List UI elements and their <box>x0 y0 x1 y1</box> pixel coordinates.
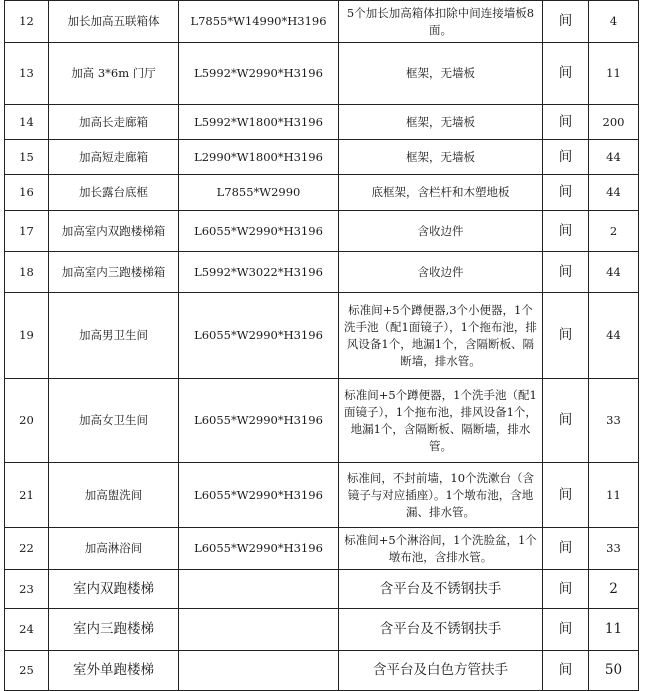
description-cell: 含平台及不锈钢扶手 <box>339 570 543 609</box>
quantity-cell: 2 <box>589 570 639 609</box>
dimension-cell: L6055*W2990*H3196 <box>179 463 339 528</box>
table-row <box>5 609 639 651</box>
unit-cell: 间 <box>543 528 589 570</box>
table-row <box>5 463 639 528</box>
item-name-cell: 加高长走廊箱 <box>49 105 179 140</box>
table-row <box>5 651 639 691</box>
item-name-cell: 加高短走廊箱 <box>49 140 179 175</box>
description-cell: 含平台及不锈钢扶手 <box>339 609 543 651</box>
item-name-cell: 室内双跑楼梯 <box>49 570 179 609</box>
item-name-cell: 加高 3*6m 门厅 <box>49 43 179 105</box>
item-name-cell: 加长加高五联箱体 <box>49 1 179 43</box>
description-cell: 框架，无墙板 <box>339 140 543 175</box>
item-name-cell: 室外单跑楼梯 <box>49 651 179 691</box>
table-row <box>5 1 639 43</box>
description-cell: 底框架，含栏杆和木塑地板 <box>339 175 543 211</box>
row-number-cell: 23 <box>5 570 49 609</box>
table-row <box>5 211 639 252</box>
table-row <box>5 252 639 293</box>
quantity-cell: 44 <box>589 140 639 175</box>
dimension-cell: L5992*W2990*H3196 <box>179 43 339 105</box>
unit-cell: 间 <box>543 105 589 140</box>
unit-cell: 间 <box>543 463 589 528</box>
quantity-cell: 11 <box>589 609 639 651</box>
item-name-cell: 加高室内双跑楼梯箱 <box>49 211 179 252</box>
quantity-cell: 4 <box>589 1 639 43</box>
row-number-cell: 21 <box>5 463 49 528</box>
row-number-cell: 14 <box>5 105 49 140</box>
description-cell: 框架，无墙板 <box>339 43 543 105</box>
quantity-cell: 50 <box>589 651 639 691</box>
description-cell: 含平台及白色方管扶手 <box>339 651 543 691</box>
dimension-cell <box>179 651 339 691</box>
dimension-cell: L6055*W2990*H3196 <box>179 293 339 379</box>
table-row <box>5 43 639 105</box>
row-number-cell: 19 <box>5 293 49 379</box>
description-cell: 含收边件 <box>339 252 543 293</box>
dimension-cell: L6055*W2990*H3196 <box>179 528 339 570</box>
table-row <box>5 379 639 463</box>
description-cell: 标准间+5个蹲便器,3个小便器，1个洗手池（配1面镜子），1个拖布池，排风设备1个，地漏1个，含隔断板、隔断墙，排水管。 <box>339 293 543 379</box>
table-row <box>5 140 639 175</box>
dimension-cell: L2990*W1800*H3196 <box>179 140 339 175</box>
quantity-cell: 44 <box>589 252 639 293</box>
quantity-cell: 11 <box>589 43 639 105</box>
unit-cell: 间 <box>543 570 589 609</box>
table-row <box>5 105 639 140</box>
dimension-cell: L7855*W14990*H3196 <box>179 1 339 43</box>
item-name-cell: 加长露台底框 <box>49 175 179 211</box>
description-cell: 标准间+5个淋浴间，1个洗脸盆，1个墩布池，含排水管。 <box>339 528 543 570</box>
unit-cell: 间 <box>543 609 589 651</box>
unit-cell: 间 <box>543 175 589 211</box>
table-row <box>5 528 639 570</box>
unit-cell: 间 <box>543 211 589 252</box>
unit-cell: 间 <box>543 293 589 379</box>
unit-cell: 间 <box>543 1 589 43</box>
unit-cell: 间 <box>543 43 589 105</box>
row-number-cell: 20 <box>5 379 49 463</box>
description-cell: 标准间，不封前墙，10个洗漱台（含镜子与对应插座）。1个墩布池，含地漏、排水管。 <box>339 463 543 528</box>
unit-cell: 间 <box>543 252 589 293</box>
dimension-cell <box>179 609 339 651</box>
quantity-cell: 11 <box>589 463 639 528</box>
description-cell: 5个加长加高箱体扣除中间连接墙板8面。 <box>339 1 543 43</box>
unit-cell: 间 <box>543 651 589 691</box>
dimension-cell: L5992*W1800*H3196 <box>179 105 339 140</box>
table-row <box>5 175 639 211</box>
quantity-cell: 33 <box>589 528 639 570</box>
dimension-cell: L6055*W2990*H3196 <box>179 379 339 463</box>
dimension-cell: L6055*W2990*H3196 <box>179 211 339 252</box>
row-number-cell: 15 <box>5 140 49 175</box>
description-cell: 框架，无墙板 <box>339 105 543 140</box>
item-name-cell: 加高室内三跑楼梯箱 <box>49 252 179 293</box>
dimension-cell: L7855*W2990 <box>179 175 339 211</box>
quantity-cell: 33 <box>589 379 639 463</box>
description-cell: 标准间+5个蹲便器，1个洗手池（配1面镜子），1个拖布池，排风设备1个，地漏1个，含隔断板、隔断墙，排水管。 <box>339 379 543 463</box>
row-number-cell: 18 <box>5 252 49 293</box>
row-number-cell: 12 <box>5 1 49 43</box>
item-name-cell: 室内三跑楼梯 <box>49 609 179 651</box>
dimension-cell: L5992*W3022*H3196 <box>179 252 339 293</box>
quantity-cell: 44 <box>589 293 639 379</box>
unit-cell: 间 <box>543 379 589 463</box>
item-name-cell: 加高淋浴间 <box>49 528 179 570</box>
item-name-cell: 加高女卫生间 <box>49 379 179 463</box>
unit-cell: 间 <box>543 140 589 175</box>
dimension-cell <box>179 570 339 609</box>
row-number-cell: 17 <box>5 211 49 252</box>
row-number-cell: 24 <box>5 609 49 651</box>
item-name-cell: 加高盥洗间 <box>49 463 179 528</box>
row-number-cell: 25 <box>5 651 49 691</box>
quantity-cell: 44 <box>589 175 639 211</box>
quantity-cell: 200 <box>589 105 639 140</box>
description-cell: 含收边件 <box>339 211 543 252</box>
table-row <box>5 570 639 609</box>
item-name-cell: 加高男卫生间 <box>49 293 179 379</box>
row-number-cell: 16 <box>5 175 49 211</box>
row-number-cell: 22 <box>5 528 49 570</box>
spec-table-body <box>5 1 639 691</box>
row-number-cell: 13 <box>5 43 49 105</box>
quantity-cell: 2 <box>589 211 639 252</box>
table-row <box>5 293 639 379</box>
spec-table <box>4 0 639 691</box>
